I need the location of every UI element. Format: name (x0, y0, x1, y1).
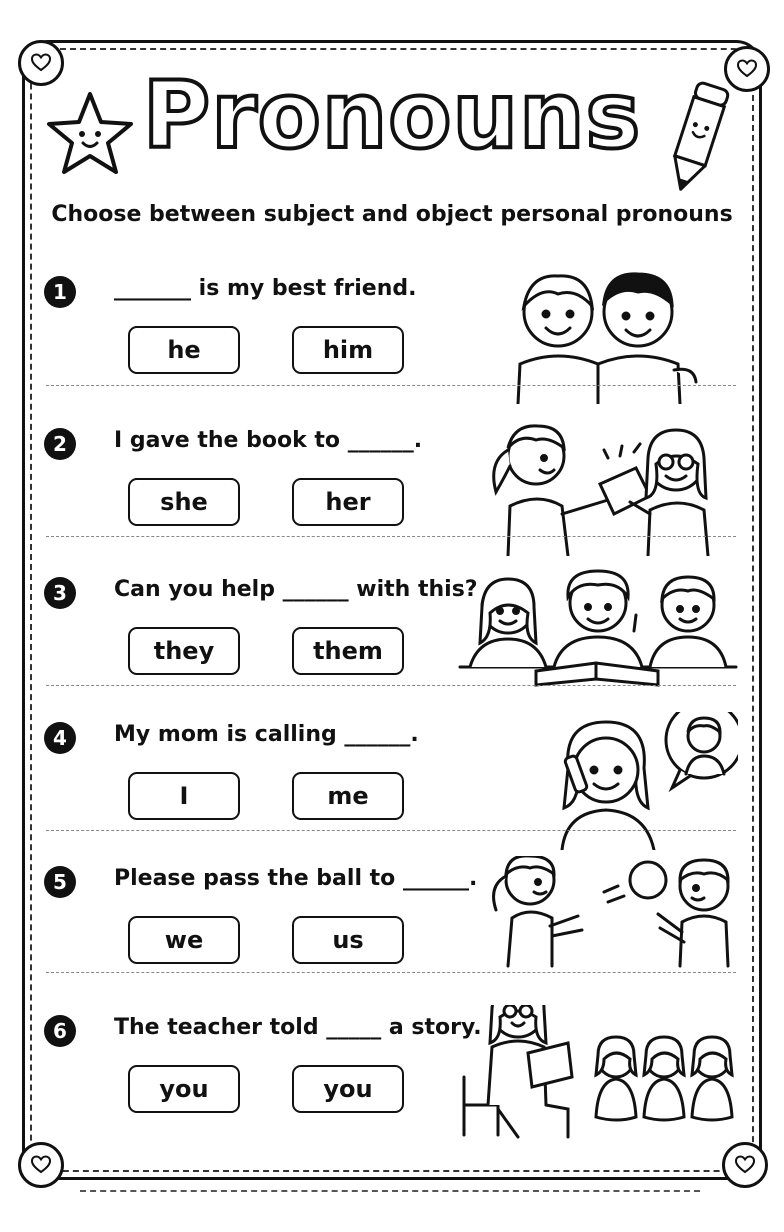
question-number: 1 (44, 276, 76, 308)
sentence-end: . (468, 866, 478, 891)
question-4 (38, 712, 746, 860)
option-button[interactable]: he (128, 326, 240, 374)
question-sentence (114, 276, 416, 301)
answer-blank[interactable]: ______ (344, 722, 411, 747)
sentence-start: Can you help (114, 577, 283, 602)
section-divider (46, 536, 736, 537)
illustration-two-boys (458, 266, 738, 404)
answer-blank[interactable]: ______ (282, 577, 349, 602)
question-number: 5 (44, 866, 76, 898)
sentence-end: with this? (348, 577, 478, 602)
option-button[interactable]: I (128, 772, 240, 820)
option-button[interactable]: them (292, 627, 404, 675)
section-divider (46, 385, 736, 386)
sentence-start: The teacher told (114, 1015, 327, 1040)
question-2 (38, 418, 746, 566)
question-sentence (114, 428, 422, 453)
option-button[interactable]: me (292, 772, 404, 820)
answer-blank[interactable]: ______ (347, 428, 414, 453)
option-button[interactable]: we (128, 916, 240, 964)
bottom-decoration (80, 1190, 700, 1202)
question-1 (38, 266, 746, 414)
option-button[interactable]: she (128, 478, 240, 526)
section-divider (46, 972, 736, 973)
question-5 (38, 856, 746, 1004)
option-button[interactable]: they (128, 627, 240, 675)
option-button[interactable]: you (292, 1065, 404, 1113)
option-button[interactable]: her (292, 478, 404, 526)
answer-blank[interactable]: _______ (114, 276, 191, 301)
section-divider (46, 685, 736, 686)
sentence-start: My mom is calling (114, 722, 345, 747)
answer-blank[interactable]: _____ (326, 1015, 382, 1040)
sentence-end: a story. (381, 1015, 482, 1040)
page-subtitle: Choose between subject and object personal pronouns (51, 202, 733, 227)
question-number: 2 (44, 428, 76, 460)
question-sentence (114, 577, 478, 602)
illustration-teacher-story (458, 1005, 738, 1143)
question-sentence (114, 1015, 482, 1040)
illustration-ball-pass (458, 856, 738, 994)
sentence-end: is my best friend. (191, 276, 417, 301)
sentence-end: . (410, 722, 419, 747)
sentence-start: I gave the book to (114, 428, 348, 453)
sentence-start: Please pass the ball to (114, 866, 403, 891)
section-divider (46, 830, 736, 831)
option-button[interactable]: him (292, 326, 404, 374)
question-number: 4 (44, 722, 76, 754)
question-sentence (114, 722, 419, 747)
question-6 (38, 1005, 746, 1153)
question-number: 6 (44, 1015, 76, 1047)
question-number: 3 (44, 577, 76, 609)
pencil-icon (660, 74, 736, 198)
question-3 (38, 567, 746, 715)
option-button[interactable]: us (292, 916, 404, 964)
question-sentence (114, 866, 477, 891)
answer-blank[interactable]: ______ (402, 866, 469, 891)
option-button[interactable]: you (128, 1065, 240, 1113)
page-title: Pronouns (142, 62, 642, 169)
sentence-end: . (413, 428, 423, 453)
